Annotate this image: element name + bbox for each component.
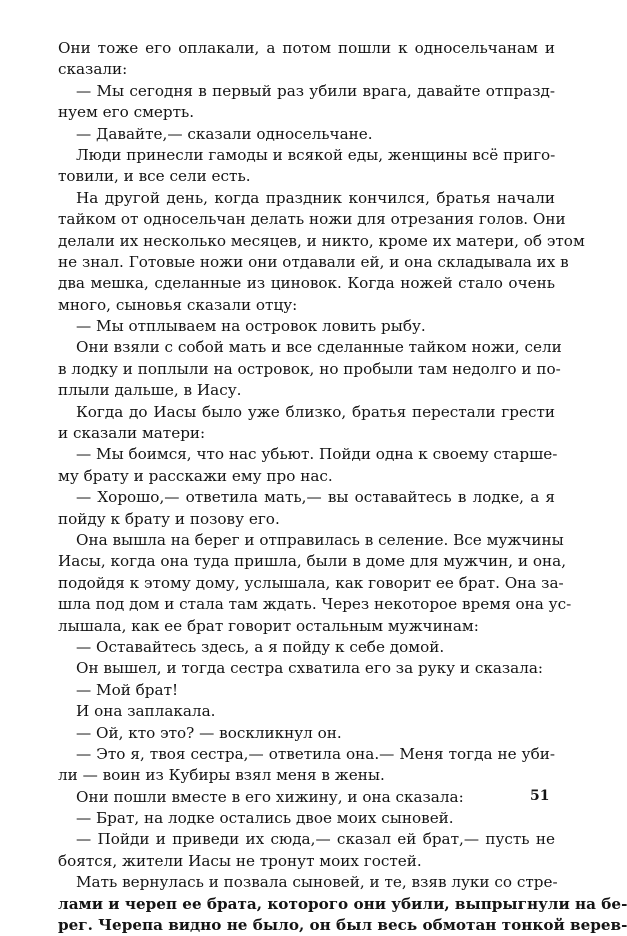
page-body bbox=[58, 38, 627, 936]
text-line: И она заплакала. bbox=[76, 702, 216, 721]
text-line: пойду к брату и позову его. bbox=[58, 509, 280, 528]
text-line: — Ой, кто это? — воскликнул он. bbox=[76, 723, 342, 742]
text-line: много, сыновья сказали отцу: bbox=[58, 295, 298, 314]
text-line: ли — воин из Кубиры взял меня в жены. bbox=[58, 766, 385, 785]
text-line: Они взяли с собой мать и все сделанные тайком ножи, сели bbox=[76, 338, 562, 357]
text-line: — Пойди и приведи их сюда,— сказал ей брат,— пусть не bbox=[76, 830, 555, 849]
text-line: — Оставайтесь здесь, а я пойду к себе домой. bbox=[76, 637, 445, 656]
text-line: и сказали матери: bbox=[58, 424, 206, 443]
text-line: Он вышел, и тогда сестра схватила его за руку и сказала: bbox=[76, 659, 544, 678]
text-line: не знал. Готовые ножи они отдавали ей, и она складывала их в bbox=[58, 252, 569, 271]
text-line: Они пошли вместе в его хижину, и она сказала: bbox=[76, 787, 464, 806]
text-line: лышала, как ее брат говорит остальным мужчинам: bbox=[58, 616, 479, 635]
text-line: делали их несколько месяцев, и никто, кроме их матери, об этом bbox=[58, 231, 585, 250]
text-line: товили, и все сели есть. bbox=[58, 167, 251, 186]
text-line: — Брат, на лодке остались двое моих сыновей. bbox=[76, 809, 454, 828]
text-line: му брату и расскажи ему про нас. bbox=[58, 466, 333, 485]
text-line: Когда до Иасы было уже близко, братья перестали грести bbox=[76, 402, 555, 421]
text-line: шла под дом и стала там ждать. Через некоторое время она ус- bbox=[58, 595, 572, 614]
text-line: два мешка, сделанные из циновок. Когда ножей стало очень bbox=[58, 274, 555, 293]
text-line: Люди принесли гамоды и всякой еды, женщины всё приго- bbox=[76, 145, 556, 164]
text-line: — Это я, твоя сестра,— ответила она.— Меня тогда не уби- bbox=[76, 744, 555, 763]
text-line: боятся, жители Иасы не тронут моих гостей. bbox=[58, 851, 422, 870]
text-line: — Давайте,— сказали односельчане. bbox=[76, 124, 373, 143]
text-line: рег. Черепа видно не было, он был весь обмотан тонкой верев- bbox=[58, 916, 627, 935]
text-line: плыли дальше, в Иасу. bbox=[58, 381, 242, 400]
page-number: 51 bbox=[530, 788, 550, 804]
text-line: — Мы отплываем на островок ловить рыбу. bbox=[76, 317, 426, 336]
text-line: в лодку и поплыли на островок, но пробыли там недолго и по- bbox=[58, 359, 561, 378]
text-line: — Хорошо,— ответила мать,— вы оставайтесь в лодке, а я bbox=[76, 488, 555, 507]
text-line: Мать вернулась и позвала сыновей, и те, взяв луки со стре- bbox=[76, 873, 558, 892]
text-line: сказали: bbox=[58, 60, 128, 79]
text-line: подойдя к этому дому, услышала, как говорит ее брат. Она за- bbox=[58, 573, 564, 592]
text-line: тайком от односельчан делать ножи для отрезания голов. Они bbox=[58, 210, 566, 229]
text-line: Она вышла на берег и отправилась в селение. Все мужчины bbox=[76, 530, 564, 549]
text-line: нуем его смерть. bbox=[58, 103, 195, 122]
text-line: — Мой брат! bbox=[76, 680, 179, 699]
text-line: лами и череп ее брата, которого они убили, выпрыгнули на бе- bbox=[58, 894, 627, 913]
text-line: Иасы, когда она туда пришла, были в доме для мужчин, и она, bbox=[58, 552, 567, 571]
text-line: — Мы сегодня в первый раз убили врага, давайте отпразд- bbox=[76, 81, 555, 100]
text-line: На другой день, когда праздник кончился, братья начали bbox=[76, 188, 555, 207]
text-line: Они тоже его оплакали, а потом пошли к односельчанам и bbox=[58, 39, 555, 57]
text-line: — Мы боимся, что нас убьют. Пойди одна к своему старше- bbox=[76, 445, 558, 464]
